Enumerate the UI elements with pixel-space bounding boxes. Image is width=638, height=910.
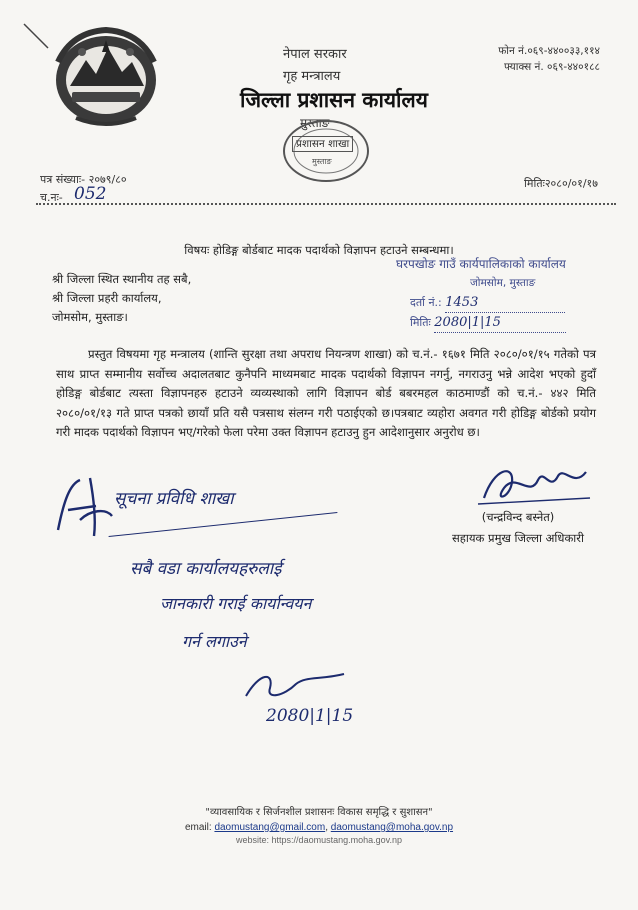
- darta-label: दर्ता नं.:: [410, 296, 442, 309]
- recipient-line: श्री जिल्ला स्थित स्थानीय तह सबै,: [52, 272, 192, 286]
- gov-name: नेपाल सरकार: [283, 47, 347, 62]
- chalani-label: च.नः-: [40, 191, 63, 204]
- recipient-line: श्री जिल्ला प्रहरी कार्यालय,: [52, 291, 162, 305]
- office-title: जिल्ला प्रशासन कार्यालय: [240, 88, 428, 112]
- signatory-name: (चन्द्रविन्द बस्नेत): [481, 510, 555, 524]
- ministry-name: गृह मन्त्रालय: [283, 69, 341, 84]
- stamp-text: प्रशासन शाखा: [292, 136, 353, 152]
- letter-date: मितिः२०८०/०१/१७: [524, 177, 598, 190]
- letter-footer: [0, 804, 638, 845]
- letter-subject: विषयः होडिङ्ग बोर्डबाट मादक पदार्थको विज्ञापन हटाउने सम्बन्धमा।: [184, 243, 454, 257]
- handwritten-line: सूचना प्रविधि शाखा: [114, 489, 234, 509]
- recipient-line: जोमसोम, मुस्ताङ।: [52, 310, 128, 324]
- letter-body: [56, 345, 596, 443]
- chalani-number: 052: [74, 184, 107, 204]
- handwritten-line: गर्न लगाउने: [182, 632, 247, 651]
- registration-date-label: मितिः: [410, 316, 431, 329]
- patra-sankhya: पत्र संख्याः- २०७९/८०: [40, 173, 127, 186]
- handwritten-underline: [109, 512, 338, 537]
- signature-icon: [474, 458, 594, 514]
- email-label: email:: [184, 822, 212, 833]
- handwritten-line: जानकारी गराई कार्यान्वयन: [160, 594, 312, 613]
- recipients: [52, 270, 191, 327]
- note-date: 2080|1|15: [266, 706, 354, 726]
- registration-place: जोमसोम, मुस्ताङ: [470, 277, 536, 289]
- handwritten-line: सबै वडा कार्यालयहरुलाई: [130, 559, 282, 579]
- footer-email: email: daomustang@gmail.com, daomustang@moha.gov.np: [184, 822, 454, 833]
- body-paragraph: प्रस्तुत विषयमा गृह मन्त्रालय (शान्ति सुरक्षा तथा अपराध नियन्त्रण शाखा) को च.नं.- १६७१ मिति २०८०/०१/१५ गतेको पत्र साथ प्राप्त सम्मानीय सर्वोच्च अदालतबाट कुनैपनि माध्यमबाट मादक पदार्थको विज्ञापन नगर्नु, नगराउनु भन्ने आदेश भएको हुदाँ होडिङ्ग बोर्डबाट त्यस्ता विज्ञापनहरु हटाउने व्यव्यस्थाको लागि विज्ञापन बोर्ड बबरमहल काठमाण्डौं को च.नं.- ४४२ मिति २०८०/०१/१३ गते प्राप्त पत्रको छायाँ प्रति यसै पत्रसाथ संलग्न गरी पठाईएको छ।पत्रबाट व्यहोरा अवगत गरी होडिङ्ग बोर्डको प्रयोग गरी मादक पदार्थको विज्ञापन भए/गरेको फेला परेमा उक्त विज्ञापन हटाउनु हुन आदेशानुसार अनुरोध छ।: [56, 347, 596, 439]
- handwritten-note: [50, 470, 430, 770]
- nepal-emblem-icon: [52, 22, 160, 132]
- signature-block: [438, 458, 598, 546]
- signatory-title: सहायक प्रमुख जिल्ला अधिकारी: [452, 531, 584, 545]
- stamp-place: मुस्ताङ: [312, 157, 332, 166]
- fax-number: फ्याक्स नं. ०६९-४४०१८८: [504, 61, 600, 73]
- darta-number: 1453: [445, 293, 565, 313]
- office-place: मुस्ताङ: [300, 116, 330, 130]
- phone-number: फोन नं.०६९-४४००३३,११४: [498, 45, 600, 57]
- header-divider: [36, 203, 616, 205]
- registration-stamp: [396, 255, 596, 333]
- note-signature-icon: [240, 666, 350, 706]
- email-link-gmail[interactable]: daomustang@gmail.com: [214, 822, 326, 833]
- email-link-moha[interactable]: daomustang@moha.gov.np: [330, 822, 454, 833]
- registration-date: 2080|1|15: [434, 313, 566, 333]
- footer-website[interactable]: website: https://daomustang.moha.gov.np: [236, 835, 402, 845]
- initial-mark-icon: [50, 470, 120, 540]
- registration-office: घरपखोङ गाउँ कार्यपालिकाको कार्यालय: [396, 257, 566, 271]
- corner-mark: [22, 20, 52, 50]
- footer-slogan: "व्यावसायिक र सिर्जनशील प्रशासनः विकास समृद्धि र सुशासन": [205, 807, 433, 818]
